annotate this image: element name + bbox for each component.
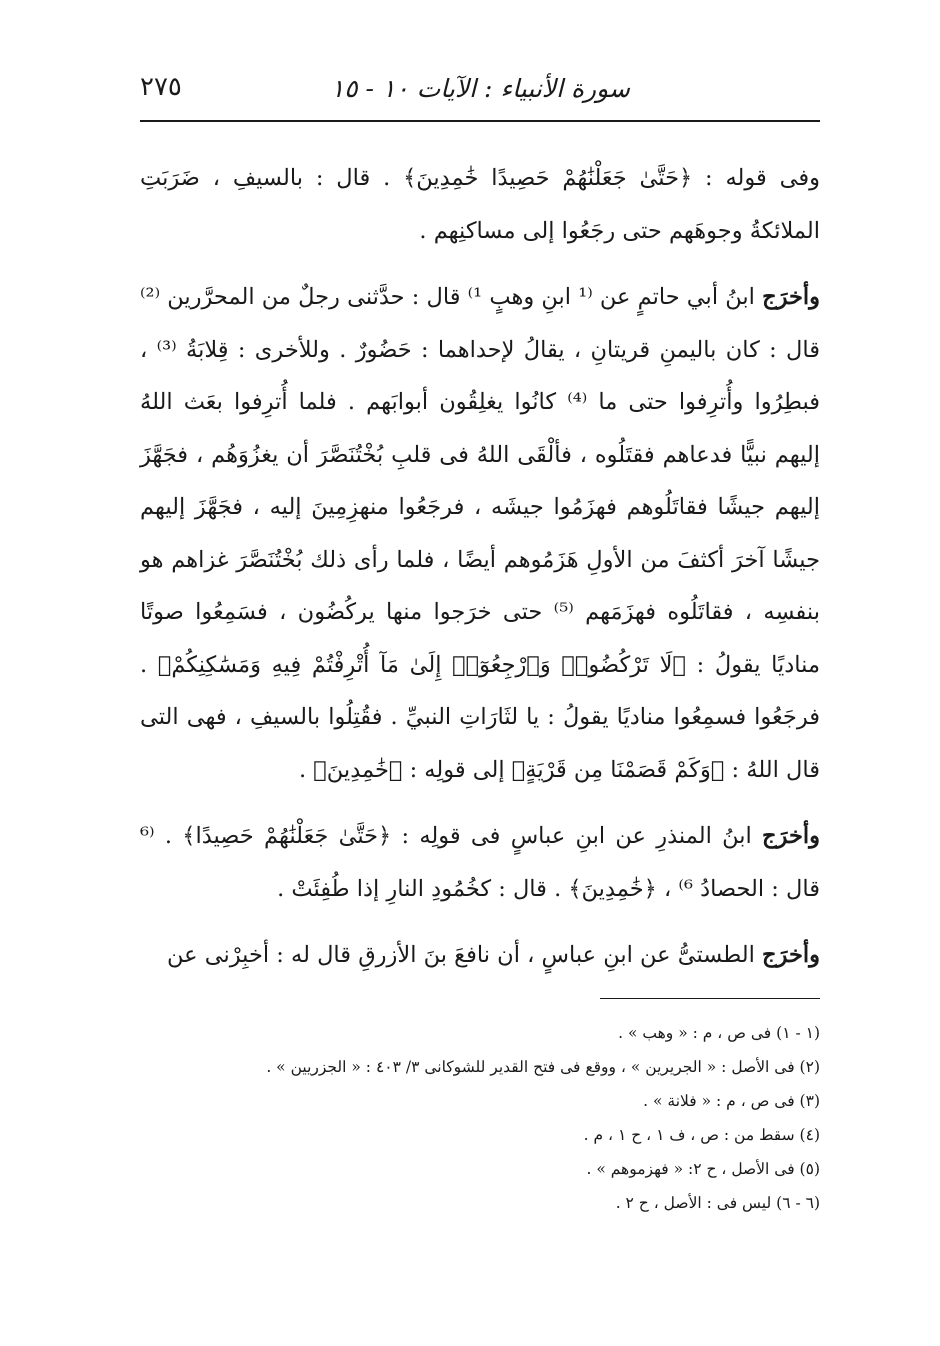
main-text — [140, 152, 820, 996]
running-title: سورة الأنبياء : الآيات ١٠ - ١٥ — [330, 74, 630, 103]
footnote-4: (٤) سقط من : ص ، ف ١ ، ح ١ ، م . — [583, 1126, 820, 1144]
paragraph-lead: وأخرَج — [762, 284, 821, 310]
paragraph-lead: وأخرَج — [762, 823, 820, 849]
footnote-6: (٦ - ٦) ليس فى : الأصل ، ح ٢ . — [615, 1194, 820, 1212]
footnotes — [140, 1016, 820, 1220]
page-header — [140, 68, 820, 116]
paragraph-text: وفى قوله : ﴿حَتَّىٰ جَعَلْنَٰهُمْ حَصِيدًا خَٰمِدِينَ﴾ . قال : بالسيفِ ، ضَرَبَتِ الملائكةُ وجوهَهم حتى رجَعُوا إلى مساكنِهم . — [140, 165, 820, 244]
paragraph-2 — [140, 271, 820, 796]
footnote-separator — [600, 998, 820, 999]
page-number: ٢٧٥ — [140, 72, 182, 102]
paragraph-text: ابنُ أبي حاتمٍ عن ⁽¹ ابنِ وهبٍ ¹⁾ قال : حدَّثنى رجلٌ من المحرَّرين ⁽²⁾ قال : كان باليمنِ قريتانِ ، يقالُ لإحداهما : حَضُورٌ . وللأخرى : قِلابَةُ ⁽³⁾ ، فبطِرُوا وأُترِفوا حتى ما ⁽⁴⁾ كانُوا يغلِقُون أبوابَهم . فلما أُترِفوا بعَث اللهُ إليهم نبيًّا فدعاهم فقتَلُوه ، فألْقَى اللهُ فى قلبِ بُخْتُنَصَّرَ أن يغزُوَهُم ، فجَهَّزَ إليهم جيشًا فقاتَلُوهم فهزَمُوا جيشَه ، فرجَعُوا منهزِمِينَ إليه ، فجَهَّزَ إليهم جيشًا آخرَ أكثفَ من الأولِ هَزَمُوهم أيضًا ، فلما رأى ذلك بُخْتُنَصَّرَ غزاهم هو بنفسِه ، فقاتَلُوه فهزَمَهم ⁽⁵⁾ حتى خرَجوا منها يركُضُون ، فسَمِعُوا صوتًا مناديًا يقولُ : ﴿لَا تَرْكُضُوا۟ وَٱرْجِعُوٓا۟ إِلَىٰ مَآ أُتْرِفْتُمْ فِيهِ وَمَسَٰكِنِكُمْ﴾ . فرجَعُوا فسمِعُوا مناديًا يقولُ : يا لثَارَاتِ النبيِّ . فقُتِلُوا بالسيفِ ، فهى التى قال اللهُ : ﴿وَكَمْ قَصَمْنَا مِن قَرْيَةٍ﴾ إلى قولِه : ﴿خَٰمِدِينَ﴾ . — [140, 284, 821, 783]
paragraph-3 — [140, 810, 820, 915]
paragraph-4 — [140, 929, 820, 982]
footnote-5: (٥) فى الأصل ، ح ٢: « فهزموهم » . — [586, 1160, 820, 1178]
paragraph-text: الطستىُّ عن ابنِ عباسٍ ، أن نافعَ بنَ الأزرقِ قال له : أخبِرْنى عن — [167, 942, 763, 968]
paragraph-text: ابنُ المنذرِ عن ابنِ عباسٍ فى قولِه : ﴿حَتَّىٰ جَعَلْنَٰهُمْ حَصِيدًا﴾ . ⁽⁶ قال : الحصادُ ⁶⁾ ، ﴿خَٰمِدِينَ﴾ . قال : كخُمُودِ النارِ إذا طُفِئَتْ . — [140, 823, 820, 902]
footnote-3: (٣) فى ص ، م : « فلانة » . — [643, 1092, 820, 1110]
footnote-1: (١ - ١) فى ص ، م : « وهب » . — [618, 1024, 820, 1042]
footnote-2: (٢) فى الأصل : « الجريرين » ، ووقع فى فتح القدير للشوكانى ٣/ ٤٠٣ : « الجزريين » . — [266, 1058, 820, 1076]
paragraph-lead: وأخرَج — [762, 942, 820, 968]
paragraph-1 — [140, 152, 820, 257]
header-rule — [140, 120, 820, 122]
